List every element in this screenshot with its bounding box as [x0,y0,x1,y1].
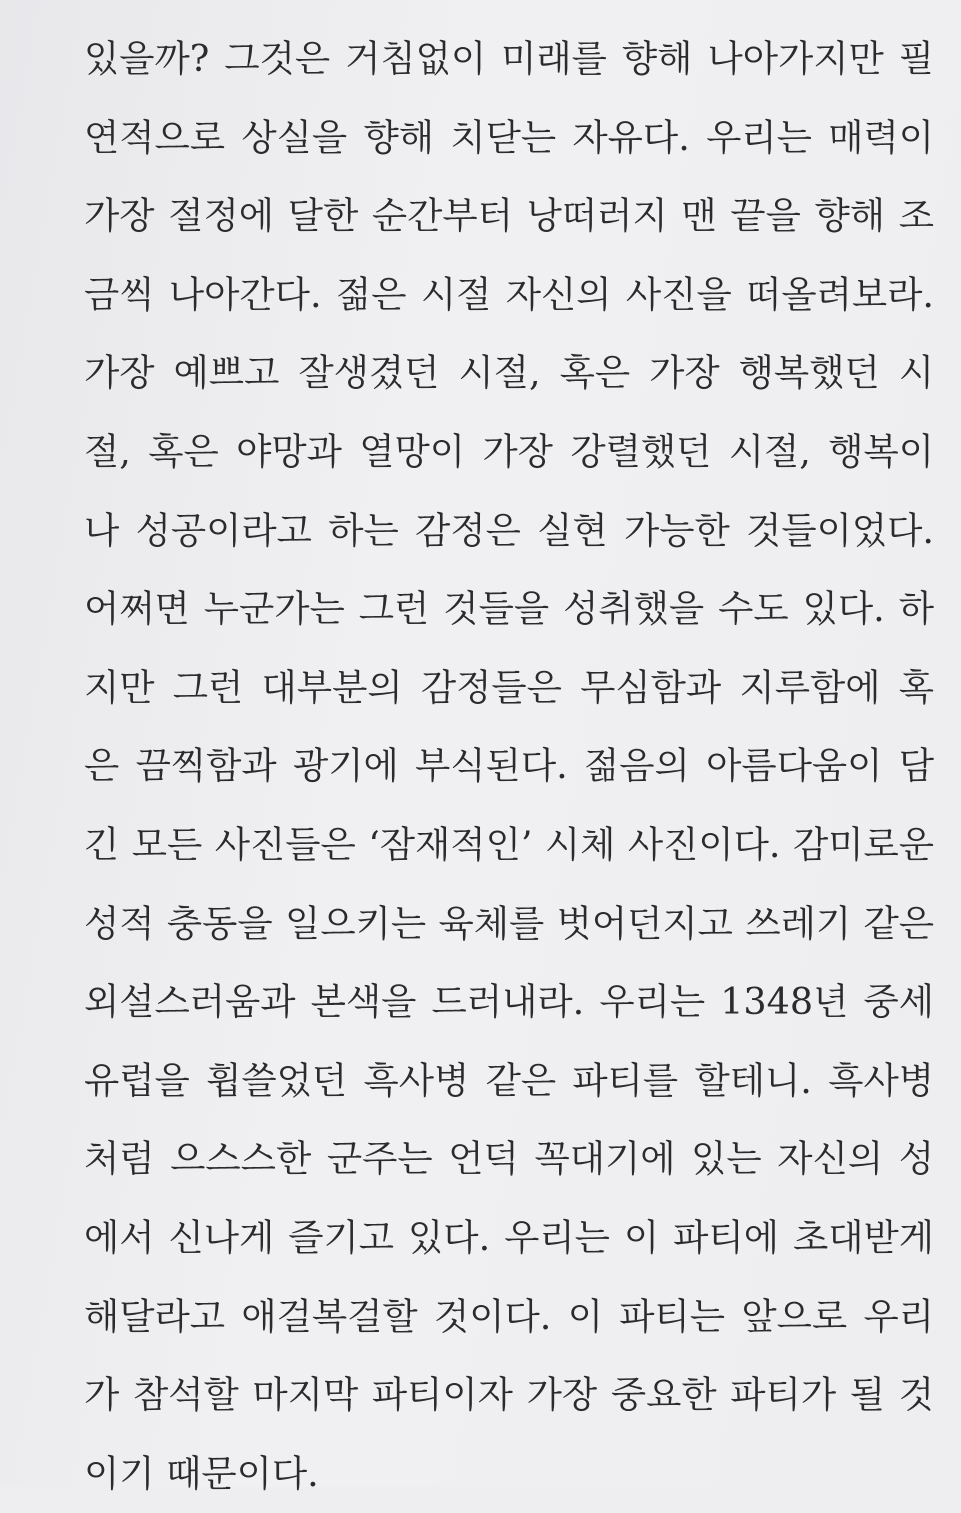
text-line: 절, 혹은 야망과 열망이 가장 강렬했던 시절, 행복이 [84,429,934,473]
text-line: 가장 절정에 달한 순간부터 낭떠러지 맨 끝을 향해 조 [84,194,934,238]
text-line: 지만 그런 대부분의 감정들은 무심함과 지루함에 혹 [84,665,934,709]
text-line: 긴 모든 사진들은 ‘잠재적인’ 시체 사진이다. 감미로운 [84,822,934,866]
text-line: 유럽을 휩쓸었던 흑사병 같은 파티를 할테니. 흑사병 [84,1058,934,1102]
text-line: 가장 예쁘고 잘생겼던 시절, 혹은 가장 행복했던 시 [84,351,934,395]
text-line: 연적으로 상실을 향해 치닫는 자유다. 우리는 매력이 [84,115,934,159]
text-line: 가 참석할 마지막 파티이자 가장 중요한 파티가 될 것 [84,1373,934,1417]
text-line: 에서 신나게 즐기고 있다. 우리는 이 파티에 초대받게 [84,1215,934,1259]
text-line: 외설스러움과 본색을 드러내라. 우리는 1348년 중세 [84,980,934,1024]
text-line: 있을까? 그것은 거침없이 미래를 향해 나아가지만 필 [84,37,934,80]
text-line-last: 이기 때문이다. [84,1451,319,1495]
body-text [84,20,934,1513]
text-line: 성적 충동을 일으키는 육체를 벗어던지고 쓰레기 같은 [84,901,934,945]
text-line: 해달라고 애걸복걸할 것이다. 이 파티는 앞으로 우리 [84,1294,934,1338]
text-line: 은 끔찍함과 광기에 부식된다. 젊음의 아름다움이 담 [84,744,934,788]
text-line: 금씩 나아간다. 젊은 시절 자신의 사진을 떠올려보라. [84,272,934,316]
text-line: 나 성공이라고 하는 감정은 실현 가능한 것들이었다. [84,508,934,552]
text-line: 어쩌면 누군가는 그런 것들을 성취했을 수도 있다. 하 [84,587,934,631]
text-line: 처럼 으스스한 군주는 언덕 꼭대기에 있는 자신의 성 [84,1137,934,1181]
